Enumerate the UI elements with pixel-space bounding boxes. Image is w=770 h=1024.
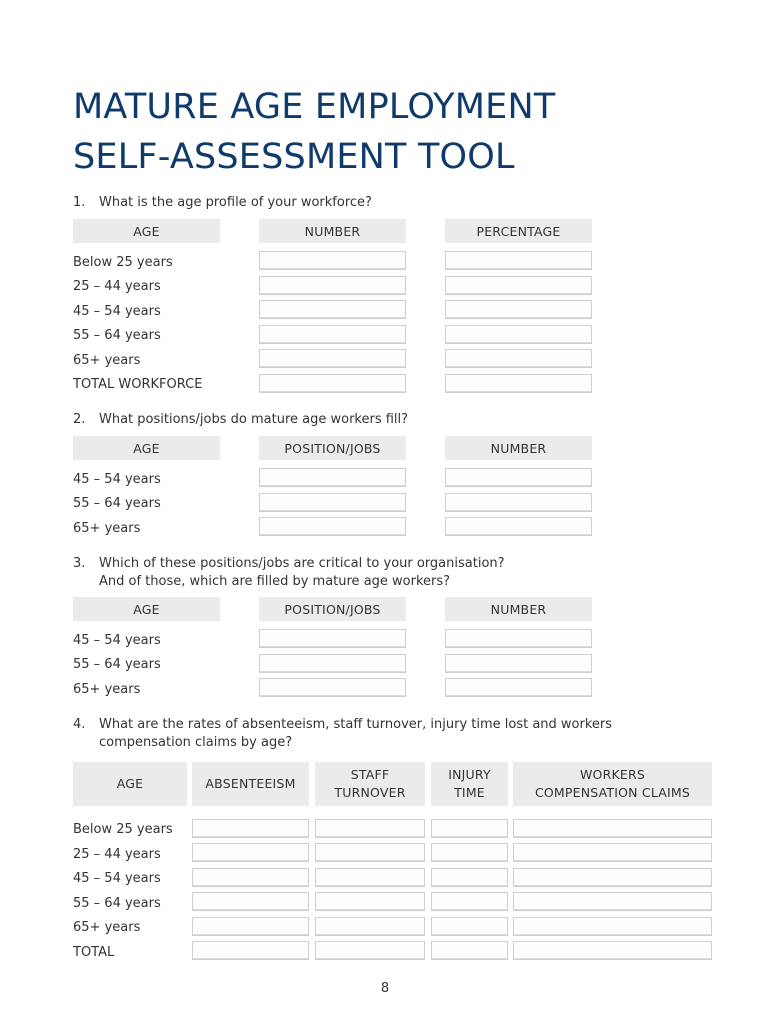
row-label: 45 – 54 years [73,871,161,886]
q4-absenteeism-field[interactable] [192,892,309,911]
row-label: 45 – 54 years [73,304,161,319]
q4-workers-compensation-field[interactable] [513,819,712,838]
q1-percentage-field-55-64[interactable] [445,325,592,344]
q4-injury-time-field[interactable] [431,868,508,887]
question-text: What positions/jobs do mature age workers fill? [99,412,409,427]
q4-absenteeism-field[interactable] [192,819,309,838]
q4-workers-compensation-field[interactable] [513,868,712,887]
q3-number-field-45-54[interactable] [445,629,592,648]
row-label: TOTAL [73,945,115,960]
header-line: COMPENSATION CLAIMS [534,785,691,800]
q4-injury-time-field[interactable] [431,917,508,936]
q1-percentage-field-below-25[interactable] [445,251,592,270]
page-title [73,82,555,182]
question-text-line-2: And of those, which are filled by mature age workers? [99,574,451,589]
q4-staff-turnover-field[interactable] [315,941,425,960]
q4-injury-time-field[interactable] [431,892,508,911]
q4-injury-time-field[interactable] [431,843,508,862]
row-label: 65+ years [73,920,141,935]
header-absenteeism: ABSENTEEISM [192,762,309,806]
q3-number-field-65-plus[interactable] [445,678,592,697]
row-label: 25 – 44 years [73,279,161,294]
q4-staff-turnover-field[interactable] [315,892,425,911]
q4-absenteeism-field[interactable] [192,917,309,936]
header-age: AGE [73,597,220,621]
header-injury-time [431,762,508,806]
question-number: 3. [73,556,86,571]
q4-absenteeism-field[interactable] [192,941,309,960]
header-line: WORKERS [580,767,645,782]
header-age: AGE [73,436,220,460]
q4-staff-turnover-field[interactable] [315,917,425,936]
header-age: AGE [73,762,187,806]
q1-percentage-field-25-44[interactable] [445,276,592,295]
title-line-2: SELF-ASSESSMENT TOOL [73,137,515,177]
header-line: STAFF [350,767,390,782]
row-label: 55 – 64 years [73,328,161,343]
q3-position-field-65-plus[interactable] [259,678,406,697]
header-number: NUMBER [445,597,592,621]
header-line: INJURY [448,767,491,782]
question-text: What is the age profile of your workforce? [99,195,372,210]
q1-percentage-field-45-54[interactable] [445,300,592,319]
q4-injury-time-field[interactable] [431,819,508,838]
header-position-jobs: POSITION/JOBS [259,597,406,621]
header-workers-compensation-claims [513,762,712,806]
q3-position-field-45-54[interactable] [259,629,406,648]
question-number: 1. [73,195,86,210]
header-line: TURNOVER [334,785,406,800]
row-label: 45 – 54 years [73,633,161,648]
question-text-line-1: What are the rates of absenteeism, staff turnover, injury time lost and workers [99,717,613,732]
row-label: TOTAL WORKFORCE [73,377,203,392]
row-label: 65+ years [73,682,141,697]
q4-absenteeism-field[interactable] [192,868,309,887]
header-position-jobs: POSITION/JOBS [259,436,406,460]
row-label: 55 – 64 years [73,496,161,511]
row-label: 55 – 64 years [73,657,161,672]
question-text-line-1: Which of these positions/jobs are critical to your organisation? [99,556,505,571]
q1-number-field-total[interactable] [259,374,406,393]
q2-number-field-55-64[interactable] [445,493,592,512]
header-staff-turnover [315,762,425,806]
header-percentage: PERCENTAGE [445,219,592,243]
title-line-1: MATURE AGE EMPLOYMENT [73,87,556,127]
question-text-line-2: compensation claims by age? [99,735,293,750]
question-number: 4. [73,717,86,732]
row-label: 65+ years [73,353,141,368]
row-label: 45 – 54 years [73,472,161,487]
header-number: NUMBER [259,219,406,243]
q4-workers-compensation-field[interactable] [513,892,712,911]
q4-workers-compensation-field[interactable] [513,941,712,960]
q4-staff-turnover-field[interactable] [315,868,425,887]
row-label: 65+ years [73,521,141,536]
q4-staff-turnover-field[interactable] [315,819,425,838]
q1-number-field-45-54[interactable] [259,300,406,319]
q2-position-field-65-plus[interactable] [259,517,406,536]
q1-number-field-25-44[interactable] [259,276,406,295]
q4-staff-turnover-field[interactable] [315,843,425,862]
q2-position-field-45-54[interactable] [259,468,406,487]
q1-number-field-below-25[interactable] [259,251,406,270]
q4-workers-compensation-field[interactable] [513,843,712,862]
row-label: 55 – 64 years [73,896,161,911]
q2-number-field-45-54[interactable] [445,468,592,487]
q2-position-field-55-64[interactable] [259,493,406,512]
row-label: Below 25 years [73,255,173,270]
header-age: AGE [73,219,220,243]
page-number: 8 [380,981,390,996]
q4-injury-time-field[interactable] [431,941,508,960]
q3-position-field-55-64[interactable] [259,654,406,673]
q1-number-field-65-plus[interactable] [259,349,406,368]
q2-number-field-65-plus[interactable] [445,517,592,536]
q1-percentage-field-total[interactable] [445,374,592,393]
q1-number-field-55-64[interactable] [259,325,406,344]
row-label: Below 25 years [73,822,173,837]
q4-absenteeism-field[interactable] [192,843,309,862]
q1-percentage-field-65-plus[interactable] [445,349,592,368]
header-number: NUMBER [445,436,592,460]
q4-workers-compensation-field[interactable] [513,917,712,936]
q3-number-field-55-64[interactable] [445,654,592,673]
row-label: 25 – 44 years [73,847,161,862]
question-number: 2. [73,412,86,427]
header-line: TIME [454,785,485,800]
